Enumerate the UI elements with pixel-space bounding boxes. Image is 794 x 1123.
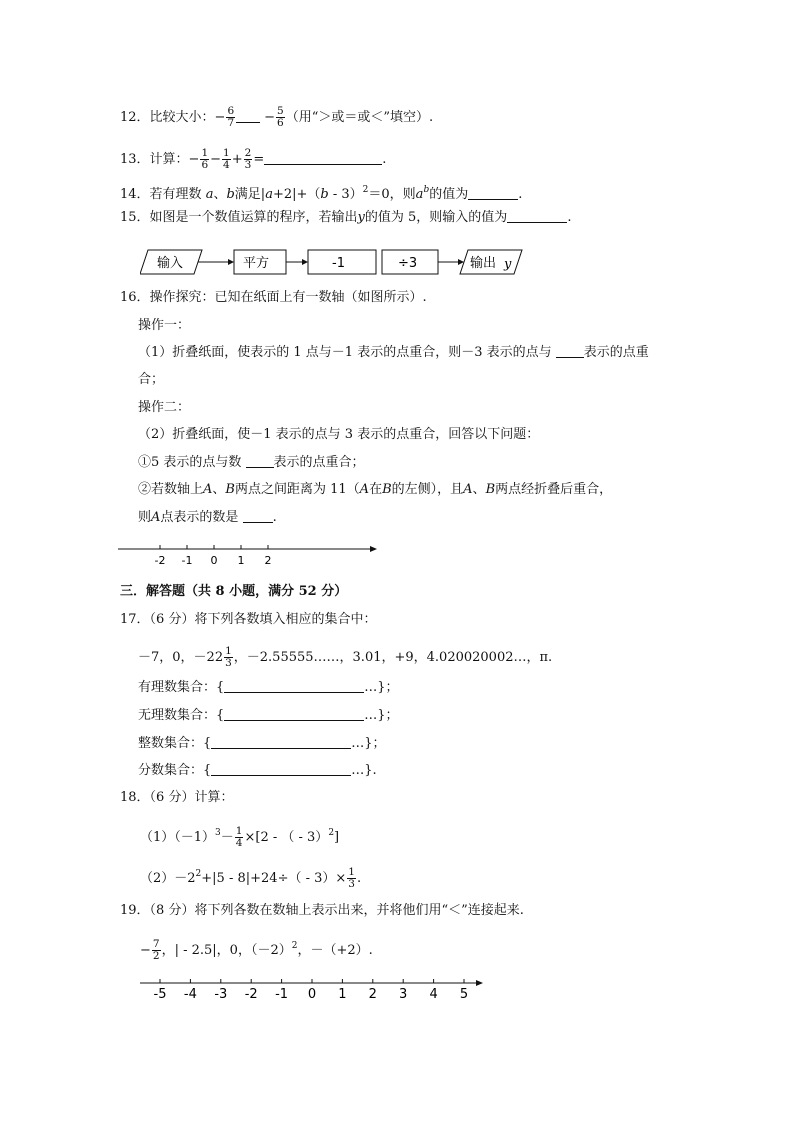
q15-line [120,210,571,226]
denominator: 6 [201,159,209,171]
fraction-set [138,763,377,779]
q15-text: 的值为 5，则输入的值为 [364,210,508,225]
section-3-heading: 三．解答题（共 8 小题，满分 52 分） [120,584,348,599]
number-line-19 [140,972,486,1006]
axis-arrowhead [370,546,377,552]
q16-s1 [138,455,365,471]
q13-label: 13．计算： [120,152,189,167]
set-label: 分数集合：{ [138,763,212,778]
number-list: ，－2.55555……，3.01，+9，4.020020002…，π. [233,650,553,665]
q16-intro: 16．操作探究：已知在纸面上有一数轴（如图所示）. [120,290,427,305]
answer-blank[interactable] [224,692,364,693]
q12-label: 12．比较大小： [120,110,215,125]
set-label: 整数集合：{ [138,736,212,751]
q19-title: 19．（8 分）将下列各数在数轴上表示出来，并将他们用“＜”连接起来. [120,903,524,918]
set-label: 无理数集合：{ [138,708,225,723]
number-list: －7，0，－22 [138,650,224,665]
point-b: B [382,482,392,497]
period: . [518,187,523,202]
answer-blank[interactable] [264,164,382,165]
square-label: 平方 [243,256,270,271]
answer-blank[interactable] [246,467,274,468]
arrowhead [228,259,234,265]
separator: 、 [212,482,226,497]
fraction-2-3 [244,148,253,171]
q14-text: 14．若有理数 [120,187,202,202]
point-b: B [485,482,496,497]
q16-text: 则 [138,510,152,525]
plus-sign: + [231,152,243,167]
arrowhead [302,259,308,265]
answer-blank[interactable] [224,720,364,721]
q16-p2: （2）折叠纸面，使－1 表示的点与 3 表示的点重合，回答以下问题： [138,427,540,442]
fraction-1-4 [222,148,231,171]
q12-tail: （用“＞或＝或＜”填空）. [285,110,434,125]
minus-sign: − [210,152,222,167]
axis-tick-label: -4 [183,987,197,1002]
minus-sign: − [264,110,276,125]
minus1-label: -1 [332,256,345,271]
exponent: 2 [195,869,202,879]
q17-title: 17．（6 分）将下列各数填入相应的集合中： [120,612,377,627]
point-a: A [463,482,473,497]
var-b: b [320,187,329,202]
exponent: 2 [291,941,298,951]
q16-text: 两点经折叠后重合， [495,482,613,497]
irrational-set [138,708,399,724]
answer-blank[interactable] [211,775,351,776]
numerator: 1 [223,147,230,159]
q16-text: ②若数轴上 [138,482,204,497]
answer-blank[interactable] [243,522,273,523]
minus-sign: − [140,943,151,958]
q14-text: +2|+（ [272,187,321,202]
answer-blank[interactable] [507,222,567,223]
answer-blank[interactable] [468,199,518,200]
number-list: ，－（+2）. [297,943,373,958]
q17-numbers [138,646,552,669]
q16-text: 表示的点重合； [273,455,365,470]
fraction-5-6 [276,106,285,129]
rational-set [138,680,399,696]
power-exponent: b [423,185,430,195]
minus-sign: − [214,110,226,125]
output-var: y [504,257,512,272]
q14-text: - 3） [328,187,363,202]
axis-tick-label: 3 [399,987,408,1002]
set-tail: …}. [351,763,377,778]
output-label: 输出 [470,256,497,271]
q16-text: 两点之间距离为 11（ [234,482,360,497]
point-a: A [151,510,161,525]
separator: 、 [472,482,486,497]
op1-label: 操作一： [138,318,191,333]
axis-tick-label: 1 [237,554,245,567]
numerator: 1 [235,825,243,837]
set-tail: …}； [364,680,399,695]
exponent: 3 [215,828,221,838]
power-base: a [415,187,424,202]
answer-blank[interactable] [211,748,351,749]
numerator: 2 [244,147,252,159]
axis-tick-label: -1 [275,987,289,1002]
numerator: 1 [201,147,209,159]
op2-label: 操作二： [138,400,191,415]
separator: 、 [213,187,227,202]
denominator: 4 [223,159,230,171]
axis-tick-label: -2 [244,987,258,1002]
set-label: 有理数集合：{ [138,680,225,695]
q12-line [120,106,433,129]
q15-text: 15．如图是一个数值运算的程序，若输出 [120,210,358,225]
q18-expr2 [140,866,361,890]
axis-tick-label: -2 [154,554,166,567]
q16-s2 [138,482,612,498]
equals-sign: = [253,152,265,167]
period: . [272,510,277,525]
denominator: 3 [225,657,232,669]
numerator: 6 [227,105,235,117]
set-tail: …}； [364,708,399,723]
expr-text: ] [334,830,340,845]
q19-numbers [140,938,373,962]
q18-title: 18．（6 分）计算： [120,790,234,805]
div3-label: ÷3 [398,256,418,271]
q16-s3 [138,510,277,526]
axis-tick-label: -1 [181,554,193,567]
numerator: 5 [277,105,284,117]
expr-text: ×[2 - （ - 3） [244,830,329,845]
input-label: 输入 [157,256,184,271]
exponent: 2 [362,185,369,195]
axis-tick-label: 2 [368,987,377,1002]
period: . [382,152,387,167]
q18-expr1 [140,825,339,849]
minus-sign: − [188,152,200,167]
var-a: a [265,187,273,202]
q14-text: 的值为 [429,187,469,202]
var-a: a [205,187,214,202]
var-y: y [357,210,365,225]
period: . [567,210,572,225]
axis-tick-label: 4 [429,987,438,1002]
period: . [356,871,362,886]
number-list: ，| - 2.5|，0，（－2） [161,943,292,958]
q14-text: ＝0，则 [368,187,416,202]
integer-set [138,736,386,752]
denominator: 6 [277,117,284,129]
fraction-1-6 [200,148,209,171]
flowchart [140,248,530,280]
set-tail: …}； [351,736,386,751]
var-b: b [226,187,235,202]
denominator: 2 [152,950,160,962]
point-b: B [225,482,235,497]
axis-tick-label: -5 [153,987,167,1002]
axis-tick-label: 2 [264,554,272,567]
q16-text: 的左侧），且 [391,482,464,497]
axis-tick-label: -3 [214,987,228,1002]
numerator: 1 [225,645,232,657]
q16-text: 表示的点重 [583,345,649,360]
expr-text: （1）（－1） [140,830,216,845]
numerator: 7 [152,938,160,950]
fraction-6-7 [226,106,235,129]
answer-blank[interactable] [556,357,584,358]
axis-tick-label: 0 [210,554,218,567]
fraction-1-3 [347,867,356,890]
fraction-1-4 [235,826,244,849]
q16-p1c: 合； [138,372,165,387]
expr-text: （2）－2 [140,871,196,886]
q16-text: ①5 表示的点与数 [138,455,242,470]
mixed-fraction [224,646,233,669]
q13-line [120,148,386,171]
q14-line [120,182,522,203]
denominator: 3 [348,878,355,890]
answer-blank[interactable] [236,122,260,123]
numerator: 1 [348,866,355,878]
point-a: A [203,482,213,497]
expr-text: － [220,830,234,845]
denominator: 4 [235,837,243,849]
point-a: A [359,482,370,497]
fraction-7-2 [152,939,161,962]
denominator: 3 [244,159,252,171]
q16-text: 在 [369,482,383,497]
axis-tick-label: 1 [338,987,347,1002]
q14-text: 满足| [234,187,266,202]
q16-text: （1）折叠纸面，使表示的 1 点与－1 表示的点重合，则－3 表示的点与 [138,345,552,360]
number-line-16 [118,540,380,572]
axis-tick-label: 0 [307,987,317,1002]
exponent: 2 [328,828,335,838]
denominator: 7 [227,117,235,129]
axis-arrowhead [476,980,483,986]
q16-text: 点表示的数是 [160,510,239,525]
q16-p1 [138,345,649,361]
expr-text: +|5 - 8|+24÷（ - 3）× [201,871,347,886]
axis-tick-label: 5 [459,987,469,1002]
